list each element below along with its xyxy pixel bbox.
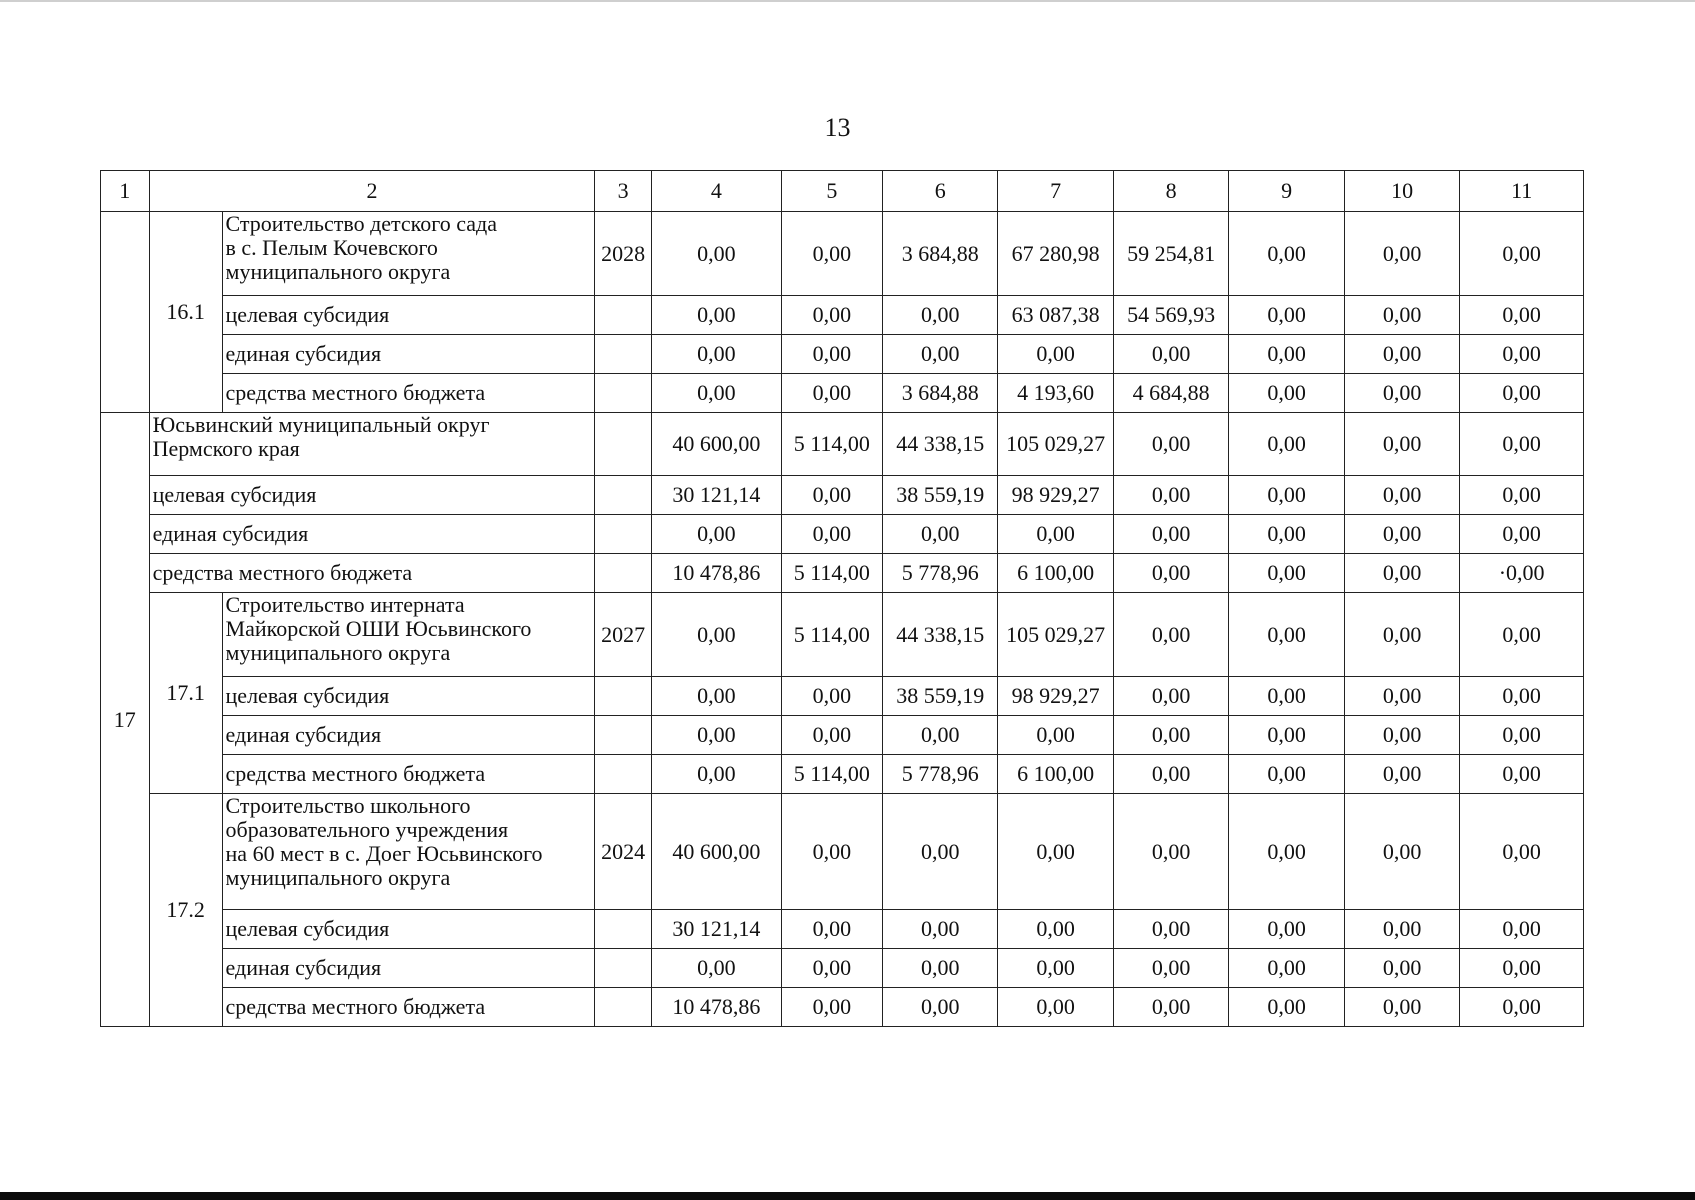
value-cell: 44 338,15 [882,413,997,476]
year-cell [595,515,652,554]
value-cell: 6 100,00 [998,554,1113,593]
header-cell: 6 [882,171,997,212]
value-cell: 0,00 [1113,755,1228,794]
value-cell: 0,00 [882,910,997,949]
value-cell: 4 684,88 [1113,374,1228,413]
value-cell: 0,00 [998,988,1113,1027]
value-cell: 0,00 [1344,949,1459,988]
value-cell: 0,00 [1229,515,1344,554]
value-cell: 0,00 [1344,988,1459,1027]
value-cell: 0,00 [1229,794,1344,910]
year-cell: 2027 [595,593,652,677]
value-cell: 0,00 [1229,374,1344,413]
value-cell: 98 929,27 [998,677,1113,716]
object-title-line: Строительство детского сада [225,211,497,236]
value-cell: 38 559,19 [882,677,997,716]
value-cell: 5 778,96 [882,755,997,794]
value-cell: 59 254,81 [1113,212,1228,296]
value-cell: 4 193,60 [998,374,1113,413]
value-cell: 40 600,00 [652,794,782,910]
value-cell: 0,00 [781,677,882,716]
table-row [101,910,1584,949]
value-cell: 0,00 [1113,949,1228,988]
object-title-line: на 60 мест в с. Доег Юсьвинского [225,841,543,866]
value-cell: 0,00 [1113,413,1228,476]
value-cell: 30 121,14 [652,910,782,949]
value-cell: 0,00 [781,515,882,554]
object-title-line: муниципального округа [225,640,451,665]
header-cell: 5 [781,171,882,212]
funding-label: единая субсидия [222,335,595,374]
header-cell: 7 [998,171,1113,212]
value-cell: 0,00 [652,677,782,716]
table-row [101,212,1584,296]
value-cell: 0,00 [1229,716,1344,755]
value-cell: 0,00 [1113,593,1228,677]
value-cell: 0,00 [882,515,997,554]
table-row [101,476,1584,515]
table-row [101,716,1584,755]
object-title-line: Строительство школьного [225,793,471,818]
subsection-number: 17.1 [149,593,222,794]
value-cell: 0,00 [1113,476,1228,515]
value-cell: 0,00 [1344,910,1459,949]
value-cell: 0,00 [781,374,882,413]
value-cell: 0,00 [1229,296,1344,335]
value-cell: 0,00 [1344,335,1459,374]
header-cell: 4 [652,171,782,212]
value-cell: 0,00 [781,335,882,374]
value-cell: 0,00 [1344,374,1459,413]
value-cell: 0,00 [1229,593,1344,677]
value-cell: 10 478,86 [652,988,782,1027]
table-row [101,593,1584,677]
value-cell: 0,00 [1113,988,1228,1027]
table-row [101,554,1584,593]
value-cell: 0,00 [652,716,782,755]
value-cell: 0,00 [882,988,997,1027]
header-cell: 8 [1113,171,1228,212]
value-cell: 0,00 [1460,413,1584,476]
object-title [222,794,595,910]
year-cell: 2024 [595,794,652,910]
value-cell: 0,00 [652,755,782,794]
funding-label: целевая субсидия [222,296,595,335]
value-cell: 105 029,27 [998,413,1113,476]
value-cell: 0,00 [882,794,997,910]
year-cell [595,910,652,949]
table-row [101,515,1584,554]
section-number-cell: 17 [101,413,150,1027]
scan-edge-bottom [0,1192,1695,1200]
value-cell: 0,00 [652,949,782,988]
object-title-line: Строительство интерната [225,592,465,617]
value-cell: 98 929,27 [998,476,1113,515]
header-cell: 9 [1229,171,1344,212]
value-cell: 0,00 [1113,335,1228,374]
funding-label: средства местного бюджета [149,554,595,593]
value-cell: 0,00 [1460,716,1584,755]
value-cell: 38 559,19 [882,476,997,515]
object-title-line: в с. Пелым Кочевского [225,235,438,260]
value-cell: 0,00 [1113,716,1228,755]
value-cell: 0,00 [1344,554,1459,593]
value-cell: 0,00 [1460,910,1584,949]
value-cell: 0,00 [882,296,997,335]
table-row [101,988,1584,1027]
page-number: 13 [824,113,851,142]
funding-label: средства местного бюджета [222,755,595,794]
value-cell: 0,00 [1344,593,1459,677]
value-cell: 0,00 [781,212,882,296]
value-cell: 0,00 [1460,374,1584,413]
header-cell: 2 [149,171,595,212]
value-cell: 0,00 [781,910,882,949]
header-cell: 3 [595,171,652,212]
value-cell: 0,00 [882,949,997,988]
year-cell [595,716,652,755]
value-cell: ·0,00 [1460,554,1584,593]
value-cell: 0,00 [998,794,1113,910]
value-cell: 0,00 [1113,794,1228,910]
table-row [101,949,1584,988]
value-cell: 0,00 [1344,296,1459,335]
value-cell: 67 280,98 [998,212,1113,296]
value-cell: 0,00 [1460,296,1584,335]
value-cell: 5 114,00 [781,593,882,677]
value-cell: 0,00 [998,949,1113,988]
value-cell: 0,00 [1460,212,1584,296]
year-cell [595,374,652,413]
value-cell: 0,00 [1344,476,1459,515]
year-cell [595,949,652,988]
value-cell: 0,00 [1344,716,1459,755]
table-row [101,296,1584,335]
value-cell: 0,00 [1229,755,1344,794]
value-cell: 0,00 [998,716,1113,755]
value-cell: 0,00 [1344,413,1459,476]
value-cell: 0,00 [652,593,782,677]
year-cell [595,755,652,794]
year-cell: 2028 [595,212,652,296]
value-cell: 0,00 [998,335,1113,374]
value-cell: 5 114,00 [781,554,882,593]
section-number-cell [101,212,150,413]
value-cell: 0,00 [1113,515,1228,554]
value-cell: 0,00 [781,296,882,335]
value-cell: 3 684,88 [882,374,997,413]
value-cell: 3 684,88 [882,212,997,296]
value-cell: 0,00 [1460,476,1584,515]
value-cell: 0,00 [998,515,1113,554]
table-row [101,794,1584,910]
funding-label: целевая субсидия [222,677,595,716]
header-cell: 10 [1344,171,1459,212]
value-cell: 10 478,86 [652,554,782,593]
value-cell: 0,00 [781,988,882,1027]
value-cell: 0,00 [882,716,997,755]
value-cell: 0,00 [998,910,1113,949]
value-cell: 105 029,27 [998,593,1113,677]
value-cell: 0,00 [781,949,882,988]
value-cell: 0,00 [1229,335,1344,374]
funding-label: целевая субсидия [222,910,595,949]
value-cell: 0,00 [1229,554,1344,593]
value-cell: 0,00 [1344,677,1459,716]
value-cell: 0,00 [781,794,882,910]
object-title-line: Майкорской ОШИ Юсьвинского [225,616,532,641]
value-cell: 0,00 [652,374,782,413]
value-cell: 0,00 [1113,910,1228,949]
value-cell: 0,00 [1229,677,1344,716]
value-cell: 0,00 [1344,515,1459,554]
year-cell [595,413,652,476]
value-cell: 63 087,38 [998,296,1113,335]
value-cell: 0,00 [1229,949,1344,988]
table-row [101,374,1584,413]
funding-label: единая субсидия [222,949,595,988]
value-cell: 30 121,14 [652,476,782,515]
year-cell [595,988,652,1027]
table-row [101,755,1584,794]
value-cell: 6 100,00 [998,755,1113,794]
value-cell: 40 600,00 [652,413,782,476]
value-cell: 0,00 [1460,593,1584,677]
value-cell: 0,00 [1460,755,1584,794]
value-cell: 0,00 [1344,794,1459,910]
value-cell: 0,00 [882,335,997,374]
funding-label: целевая субсидия [149,476,595,515]
budget-table [100,170,1584,1027]
header-cell: 11 [1460,171,1584,212]
value-cell: 0,00 [1229,988,1344,1027]
value-cell: 0,00 [652,296,782,335]
funding-label: средства местного бюджета [222,988,595,1027]
value-cell: 54 569,93 [1113,296,1228,335]
district-title-line: Юсьвинский муниципальный округ [152,412,490,437]
table-row [101,413,1584,476]
value-cell: 0,00 [1229,413,1344,476]
subsection-number: 16.1 [149,212,222,413]
header-row [101,171,1584,212]
object-title [222,593,595,677]
value-cell: 0,00 [1460,515,1584,554]
table-row [101,335,1584,374]
funding-label: средства местного бюджета [222,374,595,413]
value-cell: 0,00 [1460,988,1584,1027]
value-cell: 0,00 [652,515,782,554]
year-cell [595,335,652,374]
value-cell: 0,00 [1229,212,1344,296]
value-cell: 0,00 [781,716,882,755]
district-title-line: Пермского края [152,436,300,461]
value-cell: 0,00 [1460,335,1584,374]
value-cell: 0,00 [1229,476,1344,515]
district-title [149,413,595,476]
value-cell: 5 114,00 [781,413,882,476]
value-cell: 0,00 [1460,949,1584,988]
funding-label: единая субсидия [149,515,595,554]
header-cell: 1 [101,171,150,212]
value-cell: 5 114,00 [781,755,882,794]
value-cell: 0,00 [1460,677,1584,716]
funding-label: единая субсидия [222,716,595,755]
value-cell: 5 778,96 [882,554,997,593]
subsection-number: 17.2 [149,794,222,1027]
value-cell: 0,00 [1460,794,1584,910]
year-cell [595,554,652,593]
value-cell: 0,00 [652,212,782,296]
value-cell: 0,00 [1113,554,1228,593]
scan-edge-top [0,0,1695,2]
value-cell: 0,00 [652,335,782,374]
table-row [101,677,1584,716]
value-cell: 0,00 [1113,677,1228,716]
value-cell: 0,00 [781,476,882,515]
year-cell [595,677,652,716]
object-title-line: образовательного учреждения [225,817,509,842]
object-title-line: муниципального округа [225,259,451,284]
value-cell: 0,00 [1344,212,1459,296]
object-title-line: муниципального округа [225,865,451,890]
object-title [222,212,595,296]
value-cell: 0,00 [1344,755,1459,794]
year-cell [595,296,652,335]
value-cell: 44 338,15 [882,593,997,677]
value-cell: 0,00 [1229,910,1344,949]
year-cell [595,476,652,515]
